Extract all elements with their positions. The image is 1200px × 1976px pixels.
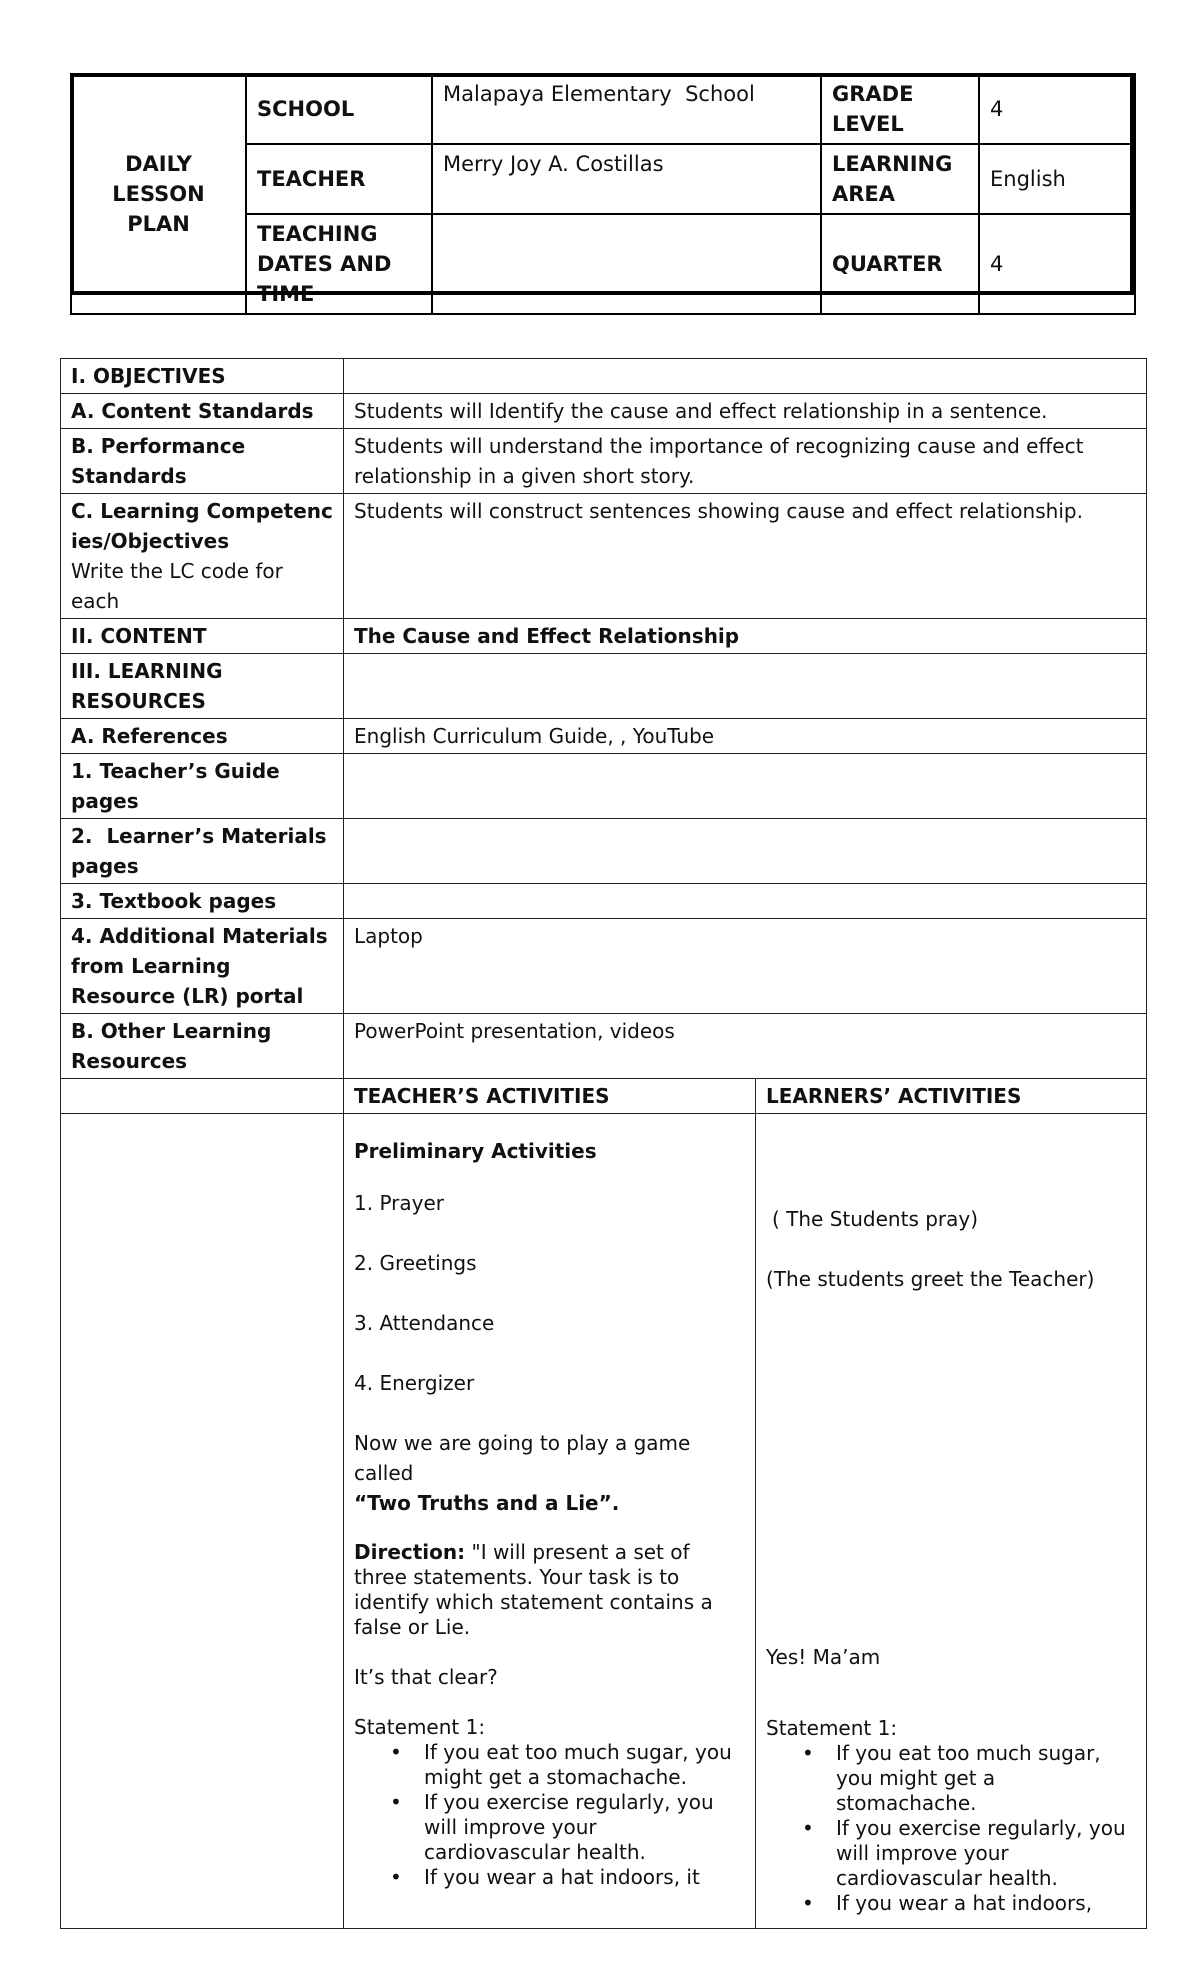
energizer: 4. Energizer [354, 1371, 475, 1395]
content-label: II. CONTENT [61, 619, 344, 654]
school-label: SCHOOL [246, 74, 432, 144]
teacher-label: TEACHER [246, 144, 432, 214]
game-intro: Now we are going to play a game called [354, 1431, 691, 1485]
yes-maam: Yes! Ma’am [766, 1645, 881, 1669]
teachers-guide-row [61, 754, 1147, 819]
bullet-icon: • [802, 1891, 814, 1915]
grade-level-value: 4 [979, 74, 1135, 144]
direction-text [354, 1540, 745, 1640]
teacher-activities-cell [344, 1114, 756, 1929]
content-row [61, 619, 1147, 654]
statement-text: If you exercise regularly, you will improve your cardiovascular health. [424, 1790, 714, 1864]
statement-1-label: Statement 1: [354, 1715, 486, 1739]
clear-question: It’s that clear? [354, 1665, 498, 1689]
objectives-value [344, 359, 1147, 394]
content-standards-row [61, 394, 1147, 429]
bullet-icon: • [390, 1790, 402, 1814]
bullet-icon: • [802, 1741, 814, 1765]
learner-activities-cell [756, 1114, 1147, 1929]
preliminary-activities: Preliminary Activities [354, 1139, 597, 1163]
learning-competencies-row [61, 494, 1147, 619]
additional-materials-label: 4. Additional Materials from Learning Resource (LR) portal [61, 919, 344, 1014]
teaching-dates-label: TEACHING DATES AND TIME [246, 214, 432, 314]
list-item [766, 1741, 1136, 1816]
other-resources-label: B. Other Learning Resources [61, 1014, 344, 1079]
bullet-icon: • [390, 1865, 402, 1889]
content-standards-label: A. Content Standards [61, 394, 344, 429]
content-standards-value: Students will Identify the cause and effect relationship in a sentence. [344, 394, 1147, 429]
list-item [766, 1891, 1136, 1916]
activities-header-row [61, 1079, 1147, 1114]
prayer: 1. Prayer [354, 1191, 444, 1215]
list-item [354, 1740, 745, 1790]
teaching-dates-value [432, 214, 821, 314]
learning-competencies-value: Students will construct sentences showing cause and effect relationship. [344, 494, 1147, 619]
learning-competencies-label: C. Learning Competencies/Objectives [71, 499, 333, 553]
learners-materials-row [61, 819, 1147, 884]
statement-text: If you wear a hat indoors, it [424, 1865, 700, 1889]
activities-header-empty [61, 1079, 344, 1114]
additional-materials-value: Laptop [344, 919, 1147, 1014]
quarter-value: 4 [979, 214, 1135, 314]
daily-lesson-plan-title [71, 74, 246, 314]
game-name: “Two Truths and a Lie”. [354, 1491, 620, 1515]
statement-text: If you wear a hat indoors, [836, 1891, 1093, 1915]
quarter-label: QUARTER [821, 214, 979, 314]
learners-materials-label: 2. Learner’s Materials pages [61, 819, 344, 884]
textbook-row [61, 884, 1147, 919]
activities-left-empty [61, 1114, 344, 1929]
lc-code-note: Write the LC code for each [71, 559, 283, 613]
learner-statement-1-label: Statement 1: [766, 1716, 898, 1740]
teacher-activities-header: TEACHER’S ACTIVITIES [344, 1079, 756, 1114]
greetings: 2. Greetings [354, 1251, 477, 1275]
attendance: 3. Attendance [354, 1311, 495, 1335]
learning-area-value: English [979, 144, 1135, 214]
teachers-guide-value [344, 754, 1147, 819]
title-text: DAILY LESSON PLAN [112, 152, 205, 236]
additional-materials-row [61, 919, 1147, 1014]
objectives-label: I. OBJECTIVES [61, 359, 344, 394]
statement-text: If you exercise regularly, you will improve your cardiovascular health. [836, 1816, 1126, 1890]
other-resources-value: PowerPoint presentation, videos [344, 1014, 1147, 1079]
direction-label: Direction: [354, 1540, 466, 1564]
bullet-icon: • [802, 1816, 814, 1840]
list-item [354, 1865, 745, 1890]
objectives-row [61, 359, 1147, 394]
learning-resources-value [344, 654, 1147, 719]
statement-text: If you eat too much sugar, you might get a stomachache. [836, 1741, 1101, 1815]
performance-standards-row [61, 429, 1147, 494]
textbook-value [344, 884, 1147, 919]
lesson-plan-table [60, 358, 1147, 1929]
other-resources-row [61, 1014, 1147, 1079]
grade-level-label: GRADE LEVEL [821, 74, 979, 144]
learning-area-label: LEARNING AREA [821, 144, 979, 214]
direction-body: "I will present a set of three statements. Your task is to identify which statement contains a false or Lie. [354, 1540, 713, 1639]
learning-resources-label: III. LEARNING RESOURCES [61, 654, 344, 719]
statement-text: If you eat too much sugar, you might get a stomachache. [424, 1740, 732, 1789]
learner-statement-list [766, 1741, 1136, 1916]
bullet-icon: • [390, 1740, 402, 1764]
learner-activities-header: LEARNERS’ ACTIVITIES [756, 1079, 1147, 1114]
header-table [70, 73, 1136, 315]
performance-standards-value: Students will understand the importance of recognizing cause and effect relationship in a given short story. [344, 429, 1147, 494]
content-value: The Cause and Effect Relationship [344, 619, 1147, 654]
learners-materials-value [344, 819, 1147, 884]
references-label: A. References [61, 719, 344, 754]
activities-row [61, 1114, 1147, 1929]
performance-standards-label: B. Performance Standards [61, 429, 344, 494]
list-item [766, 1816, 1136, 1891]
list-item [354, 1790, 745, 1865]
textbook-label: 3. Textbook pages [61, 884, 344, 919]
references-value: English Curriculum Guide, , YouTube [344, 719, 1147, 754]
learning-resources-row [61, 654, 1147, 719]
references-row [61, 719, 1147, 754]
students-pray: ( The Students pray) [772, 1207, 979, 1231]
students-greet: (The students greet the Teacher) [766, 1267, 1095, 1291]
teacher-statement-list [354, 1740, 745, 1890]
school-value: Malapaya Elementary School [432, 74, 821, 144]
teacher-value: Merry Joy A. Costillas [432, 144, 821, 214]
learning-competencies-cell [61, 494, 344, 619]
teachers-guide-label: 1. Teacher’s Guide pages [61, 754, 344, 819]
